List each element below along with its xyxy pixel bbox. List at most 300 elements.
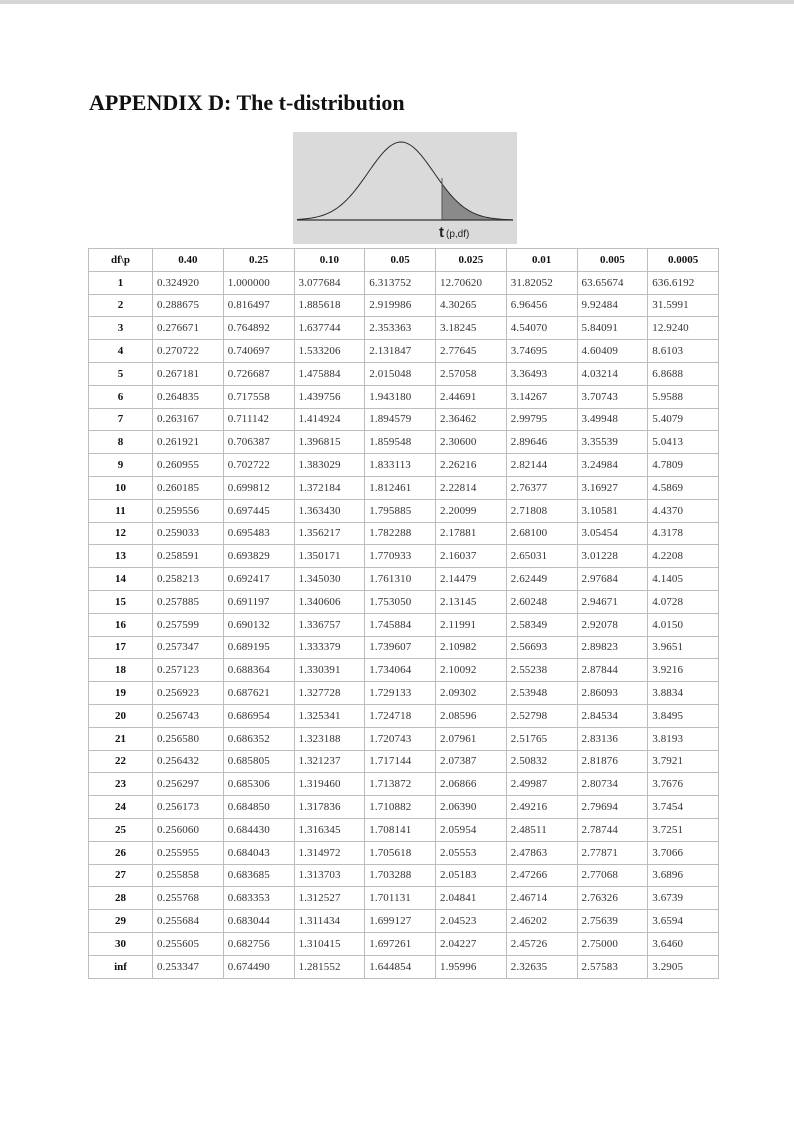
critical-value-cell: 3.8495	[648, 704, 719, 727]
critical-value-cell: 0.684043	[223, 841, 294, 864]
critical-value-cell: 2.49216	[506, 796, 577, 819]
critical-value-cell: 2.51765	[506, 727, 577, 750]
df-cell: 4	[89, 340, 153, 363]
table-row	[89, 796, 719, 819]
df-cell: 12	[89, 522, 153, 545]
df-cell: 1	[89, 271, 153, 294]
critical-value-cell: 0.683685	[223, 864, 294, 887]
df-cell: 9	[89, 454, 153, 477]
header-p-value: 0.40	[153, 249, 224, 272]
critical-value-cell: 2.07387	[436, 750, 507, 773]
critical-value-cell: 2.22814	[436, 476, 507, 499]
critical-value-cell: 3.74695	[506, 340, 577, 363]
critical-value-cell: 2.78744	[577, 818, 648, 841]
table-row	[89, 704, 719, 727]
df-cell: 5	[89, 362, 153, 385]
critical-value-cell: 1.316345	[294, 818, 365, 841]
critical-value-cell: 0.693829	[223, 545, 294, 568]
critical-value-cell: 0.706387	[223, 431, 294, 454]
critical-value-cell: 1.321237	[294, 750, 365, 773]
critical-value-cell: 2.46202	[506, 910, 577, 933]
critical-value-cell: 3.9216	[648, 659, 719, 682]
critical-value-cell: 2.58349	[506, 613, 577, 636]
critical-value-cell: 2.13145	[436, 590, 507, 613]
critical-value-cell: 2.10982	[436, 636, 507, 659]
critical-value-cell: 2.62449	[506, 568, 577, 591]
critical-value-cell: 2.14479	[436, 568, 507, 591]
critical-value-cell: 1.745884	[365, 613, 436, 636]
critical-value-cell: 0.270722	[153, 340, 224, 363]
critical-value-cell: 1.414924	[294, 408, 365, 431]
critical-value-cell: 0.697445	[223, 499, 294, 522]
critical-value-cell: 2.68100	[506, 522, 577, 545]
critical-value-cell: 1.95996	[436, 955, 507, 978]
critical-value-cell: 4.30265	[436, 294, 507, 317]
t-distribution-curve	[293, 132, 517, 244]
critical-value-cell: 0.288675	[153, 294, 224, 317]
critical-value-cell: 2.47863	[506, 841, 577, 864]
critical-value-cell: 63.65674	[577, 271, 648, 294]
critical-value-cell: 0.683044	[223, 910, 294, 933]
critical-value-cell: 2.79694	[577, 796, 648, 819]
critical-value-cell: 1.330391	[294, 659, 365, 682]
critical-value-cell: 2.81876	[577, 750, 648, 773]
df-cell: inf	[89, 955, 153, 978]
df-cell: 16	[89, 613, 153, 636]
critical-value-cell: 0.691197	[223, 590, 294, 613]
critical-value-cell: 3.6896	[648, 864, 719, 887]
critical-value-cell: 0.685805	[223, 750, 294, 773]
critical-value-cell: 3.6594	[648, 910, 719, 933]
critical-value-cell: 6.313752	[365, 271, 436, 294]
critical-value-cell: 1.000000	[223, 271, 294, 294]
table-row	[89, 545, 719, 568]
critical-value-cell: 2.20099	[436, 499, 507, 522]
table-row	[89, 682, 719, 705]
df-cell: 2	[89, 294, 153, 317]
df-cell: 19	[89, 682, 153, 705]
critical-value-cell: 1.701131	[365, 887, 436, 910]
critical-value-cell: 3.16927	[577, 476, 648, 499]
table-row	[89, 476, 719, 499]
critical-value-cell: 2.89823	[577, 636, 648, 659]
critical-value-cell: 2.04227	[436, 932, 507, 955]
critical-value-cell: 12.9240	[648, 317, 719, 340]
critical-value-cell: 1.644854	[365, 955, 436, 978]
critical-value-cell: 0.257885	[153, 590, 224, 613]
critical-value-cell: 4.2208	[648, 545, 719, 568]
table-row	[89, 271, 719, 294]
critical-value-cell: 2.16037	[436, 545, 507, 568]
critical-value-cell: 3.10581	[577, 499, 648, 522]
critical-value-cell: 1.734064	[365, 659, 436, 682]
critical-value-cell: 4.3178	[648, 522, 719, 545]
df-cell: 25	[89, 818, 153, 841]
table-row	[89, 910, 719, 933]
header-p-value: 0.25	[223, 249, 294, 272]
t-distribution-figure	[293, 132, 517, 244]
critical-value-cell: 1.345030	[294, 568, 365, 591]
critical-value-cell: 0.726687	[223, 362, 294, 385]
critical-value-cell: 1.795885	[365, 499, 436, 522]
df-cell: 20	[89, 704, 153, 727]
header-p-value: 0.005	[577, 249, 648, 272]
critical-value-cell: 3.14267	[506, 385, 577, 408]
critical-value-cell: 3.18245	[436, 317, 507, 340]
critical-value-cell: 1.770933	[365, 545, 436, 568]
critical-value-cell: 1.697261	[365, 932, 436, 955]
critical-value-cell: 2.65031	[506, 545, 577, 568]
critical-value-cell: 2.53948	[506, 682, 577, 705]
critical-value-cell: 0.692417	[223, 568, 294, 591]
table-row	[89, 522, 719, 545]
critical-value-cell: 2.919986	[365, 294, 436, 317]
critical-value-cell: 1.372184	[294, 476, 365, 499]
critical-value-cell: 1.943180	[365, 385, 436, 408]
critical-value-cell: 8.6103	[648, 340, 719, 363]
critical-value-cell: 4.7809	[648, 454, 719, 477]
critical-value-cell: 2.55238	[506, 659, 577, 682]
critical-value-cell: 1.699127	[365, 910, 436, 933]
critical-value-cell: 3.2905	[648, 955, 719, 978]
critical-value-cell: 2.05954	[436, 818, 507, 841]
table-row	[89, 385, 719, 408]
critical-value-cell: 1.323188	[294, 727, 365, 750]
critical-value-cell: 3.01228	[577, 545, 648, 568]
critical-value-cell: 1.317836	[294, 796, 365, 819]
critical-value-cell: 2.57583	[577, 955, 648, 978]
critical-value-cell: 1.311434	[294, 910, 365, 933]
table-row	[89, 294, 719, 317]
df-cell: 14	[89, 568, 153, 591]
critical-value-cell: 0.702722	[223, 454, 294, 477]
critical-value-cell: 0.689195	[223, 636, 294, 659]
critical-value-cell: 3.35539	[577, 431, 648, 454]
critical-value-cell: 1.753050	[365, 590, 436, 613]
critical-value-cell: 2.60248	[506, 590, 577, 613]
critical-value-cell: 1.708141	[365, 818, 436, 841]
critical-value-cell: 0.717558	[223, 385, 294, 408]
critical-value-cell: 2.05183	[436, 864, 507, 887]
critical-value-cell: 9.92484	[577, 294, 648, 317]
critical-value-cell: 2.45726	[506, 932, 577, 955]
critical-value-cell: 1.313703	[294, 864, 365, 887]
header-p-value: 0.0005	[648, 249, 719, 272]
critical-value-cell: 1.363430	[294, 499, 365, 522]
table-row	[89, 818, 719, 841]
df-cell: 28	[89, 887, 153, 910]
critical-value-label-sub: (p,df)	[446, 229, 470, 240]
critical-value-cell: 1.713872	[365, 773, 436, 796]
critical-value-label-main: t	[439, 224, 444, 241]
table-row	[89, 932, 719, 955]
critical-value-label	[439, 224, 469, 241]
critical-value-cell: 4.0150	[648, 613, 719, 636]
critical-value-cell: 2.48511	[506, 818, 577, 841]
critical-value-cell: 2.75639	[577, 910, 648, 933]
critical-value-cell: 0.324920	[153, 271, 224, 294]
table-row	[89, 454, 719, 477]
critical-value-cell: 3.8834	[648, 682, 719, 705]
critical-value-cell: 1.310415	[294, 932, 365, 955]
critical-value-cell: 1.383029	[294, 454, 365, 477]
critical-value-cell: 1.717144	[365, 750, 436, 773]
critical-value-cell: 1.885618	[294, 294, 365, 317]
critical-value-cell: 2.10092	[436, 659, 507, 682]
df-cell: 10	[89, 476, 153, 499]
critical-value-cell: 2.04841	[436, 887, 507, 910]
critical-value-cell: 3.24984	[577, 454, 648, 477]
df-cell: 26	[89, 841, 153, 864]
critical-value-cell: 2.71808	[506, 499, 577, 522]
header-p-value: 0.05	[365, 249, 436, 272]
critical-value-cell: 3.6739	[648, 887, 719, 910]
critical-value-cell: 1.439756	[294, 385, 365, 408]
critical-value-cell: 2.76377	[506, 476, 577, 499]
critical-value-cell: 636.6192	[648, 271, 719, 294]
critical-value-cell: 2.77068	[577, 864, 648, 887]
critical-value-cell: 2.09302	[436, 682, 507, 705]
critical-value-cell: 2.99795	[506, 408, 577, 431]
critical-value-cell: 2.52798	[506, 704, 577, 727]
critical-value-cell: 0.260955	[153, 454, 224, 477]
df-cell: 11	[89, 499, 153, 522]
df-cell: 29	[89, 910, 153, 933]
critical-value-cell: 0.688364	[223, 659, 294, 682]
table-row	[89, 841, 719, 864]
critical-value-cell: 1.703288	[365, 864, 436, 887]
critical-value-cell: 0.255768	[153, 887, 224, 910]
table-row	[89, 499, 719, 522]
critical-value-cell: 6.8688	[648, 362, 719, 385]
critical-value-cell: 2.05553	[436, 841, 507, 864]
table-row	[89, 955, 719, 978]
critical-value-cell: 1.396815	[294, 431, 365, 454]
critical-value-cell: 3.7066	[648, 841, 719, 864]
critical-value-cell: 2.49987	[506, 773, 577, 796]
critical-value-cell: 1.705618	[365, 841, 436, 864]
critical-value-cell: 0.684430	[223, 818, 294, 841]
table-row	[89, 773, 719, 796]
critical-value-cell: 0.683353	[223, 887, 294, 910]
critical-value-cell: 2.94671	[577, 590, 648, 613]
df-cell: 27	[89, 864, 153, 887]
critical-value-cell: 3.36493	[506, 362, 577, 385]
critical-value-cell: 4.54070	[506, 317, 577, 340]
critical-value-cell: 4.0728	[648, 590, 719, 613]
table-row	[89, 317, 719, 340]
df-cell: 23	[89, 773, 153, 796]
critical-value-cell: 0.256297	[153, 773, 224, 796]
critical-value-cell: 1.475884	[294, 362, 365, 385]
table-row	[89, 659, 719, 682]
critical-value-cell: 1.729133	[365, 682, 436, 705]
critical-value-cell: 2.17881	[436, 522, 507, 545]
page-top-rule	[0, 0, 794, 4]
critical-value-cell: 1.350171	[294, 545, 365, 568]
table-row	[89, 636, 719, 659]
critical-value-cell: 0.259556	[153, 499, 224, 522]
critical-value-cell: 1.340606	[294, 590, 365, 613]
critical-value-cell: 3.8193	[648, 727, 719, 750]
df-cell: 15	[89, 590, 153, 613]
critical-value-cell: 2.77871	[577, 841, 648, 864]
table-header-row	[89, 249, 719, 272]
critical-value-cell: 2.97684	[577, 568, 648, 591]
critical-value-cell: 1.336757	[294, 613, 365, 636]
critical-value-cell: 3.05454	[577, 522, 648, 545]
critical-value-cell: 2.46714	[506, 887, 577, 910]
critical-value-cell: 3.70743	[577, 385, 648, 408]
critical-value-cell: 5.4079	[648, 408, 719, 431]
critical-value-cell: 0.686954	[223, 704, 294, 727]
critical-value-cell: 2.30600	[436, 431, 507, 454]
critical-value-cell: 31.82052	[506, 271, 577, 294]
critical-value-cell: 2.36462	[436, 408, 507, 431]
critical-value-cell: 1.812461	[365, 476, 436, 499]
critical-value-cell: 2.57058	[436, 362, 507, 385]
critical-value-cell: 4.5869	[648, 476, 719, 499]
critical-value-cell: 0.257123	[153, 659, 224, 682]
table-row	[89, 340, 719, 363]
critical-value-cell: 0.253347	[153, 955, 224, 978]
critical-value-cell: 0.255858	[153, 864, 224, 887]
critical-value-cell: 1.710882	[365, 796, 436, 819]
critical-value-cell: 2.76326	[577, 887, 648, 910]
critical-value-cell: 0.257599	[153, 613, 224, 636]
critical-value-cell: 0.256432	[153, 750, 224, 773]
critical-value-cell: 2.04523	[436, 910, 507, 933]
df-cell: 13	[89, 545, 153, 568]
critical-value-cell: 2.83136	[577, 727, 648, 750]
critical-value-cell: 3.9651	[648, 636, 719, 659]
critical-value-cell: 1.761310	[365, 568, 436, 591]
table-row	[89, 750, 719, 773]
critical-value-cell: 4.4370	[648, 499, 719, 522]
critical-value-cell: 1.720743	[365, 727, 436, 750]
table-row	[89, 887, 719, 910]
table-row	[89, 590, 719, 613]
critical-value-cell: 1.333379	[294, 636, 365, 659]
critical-value-cell: 0.257347	[153, 636, 224, 659]
table-row	[89, 408, 719, 431]
critical-value-cell: 2.89646	[506, 431, 577, 454]
critical-value-cell: 2.08596	[436, 704, 507, 727]
critical-value-cell: 0.256173	[153, 796, 224, 819]
critical-value-cell: 3.077684	[294, 271, 365, 294]
critical-value-cell: 2.06866	[436, 773, 507, 796]
df-cell: 17	[89, 636, 153, 659]
critical-value-cell: 6.96456	[506, 294, 577, 317]
df-cell: 6	[89, 385, 153, 408]
df-cell: 21	[89, 727, 153, 750]
critical-value-cell: 2.11991	[436, 613, 507, 636]
critical-value-cell: 31.5991	[648, 294, 719, 317]
table-row	[89, 727, 719, 750]
critical-value-cell: 2.26216	[436, 454, 507, 477]
critical-value-cell: 0.684850	[223, 796, 294, 819]
critical-value-cell: 0.261921	[153, 431, 224, 454]
critical-value-cell: 0.267181	[153, 362, 224, 385]
header-df-p: df\p	[89, 249, 153, 272]
table-row	[89, 431, 719, 454]
df-cell: 30	[89, 932, 153, 955]
critical-value-cell: 0.764892	[223, 317, 294, 340]
critical-value-cell: 2.07961	[436, 727, 507, 750]
critical-value-cell: 0.260185	[153, 476, 224, 499]
critical-value-cell: 1.356217	[294, 522, 365, 545]
page-title: APPENDIX D: The t-distribution	[89, 90, 405, 115]
critical-value-cell: 0.256580	[153, 727, 224, 750]
critical-value-cell: 0.695483	[223, 522, 294, 545]
critical-value-cell: 4.1405	[648, 568, 719, 591]
critical-value-cell: 0.699812	[223, 476, 294, 499]
df-cell: 3	[89, 317, 153, 340]
critical-value-cell: 2.47266	[506, 864, 577, 887]
table-row	[89, 568, 719, 591]
critical-value-cell: 2.56693	[506, 636, 577, 659]
critical-value-cell: 0.255605	[153, 932, 224, 955]
critical-value-cell: 1.325341	[294, 704, 365, 727]
critical-value-cell: 1.327728	[294, 682, 365, 705]
df-cell: 7	[89, 408, 153, 431]
critical-value-cell: 2.131847	[365, 340, 436, 363]
critical-value-cell: 1.894579	[365, 408, 436, 431]
table-row	[89, 613, 719, 636]
critical-value-cell: 2.75000	[577, 932, 648, 955]
df-cell: 8	[89, 431, 153, 454]
critical-value-cell: 3.7676	[648, 773, 719, 796]
critical-value-cell: 1.637744	[294, 317, 365, 340]
table-row	[89, 362, 719, 385]
critical-value-cell: 0.256923	[153, 682, 224, 705]
critical-value-cell: 4.60409	[577, 340, 648, 363]
critical-value-cell: 0.686352	[223, 727, 294, 750]
density-curve	[297, 142, 513, 220]
critical-value-cell: 2.82144	[506, 454, 577, 477]
critical-value-cell: 1.833113	[365, 454, 436, 477]
critical-value-cell: 3.6460	[648, 932, 719, 955]
critical-value-cell: 2.50832	[506, 750, 577, 773]
critical-value-cell: 0.259033	[153, 522, 224, 545]
critical-value-cell: 0.682756	[223, 932, 294, 955]
critical-value-cell: 2.84534	[577, 704, 648, 727]
header-p-value: 0.10	[294, 249, 365, 272]
critical-value-cell: 2.44691	[436, 385, 507, 408]
critical-value-cell: 0.255955	[153, 841, 224, 864]
critical-value-cell: 2.80734	[577, 773, 648, 796]
critical-value-cell: 0.256743	[153, 704, 224, 727]
df-cell: 24	[89, 796, 153, 819]
critical-value-cell: 1.533206	[294, 340, 365, 363]
critical-value-cell: 0.674490	[223, 955, 294, 978]
critical-value-cell: 2.92078	[577, 613, 648, 636]
critical-value-cell: 0.256060	[153, 818, 224, 841]
critical-value-cell: 4.03214	[577, 362, 648, 385]
critical-value-cell: 0.740697	[223, 340, 294, 363]
critical-value-cell: 2.32635	[506, 955, 577, 978]
critical-value-cell: 0.685306	[223, 773, 294, 796]
critical-value-cell: 1.782288	[365, 522, 436, 545]
critical-value-cell: 2.77645	[436, 340, 507, 363]
critical-value-cell: 0.263167	[153, 408, 224, 431]
critical-value-cell: 0.711142	[223, 408, 294, 431]
header-p-value: 0.01	[506, 249, 577, 272]
critical-value-cell: 2.86093	[577, 682, 648, 705]
critical-value-cell: 2.06390	[436, 796, 507, 819]
t-distribution-table	[88, 248, 718, 979]
critical-value-cell: 0.255684	[153, 910, 224, 933]
